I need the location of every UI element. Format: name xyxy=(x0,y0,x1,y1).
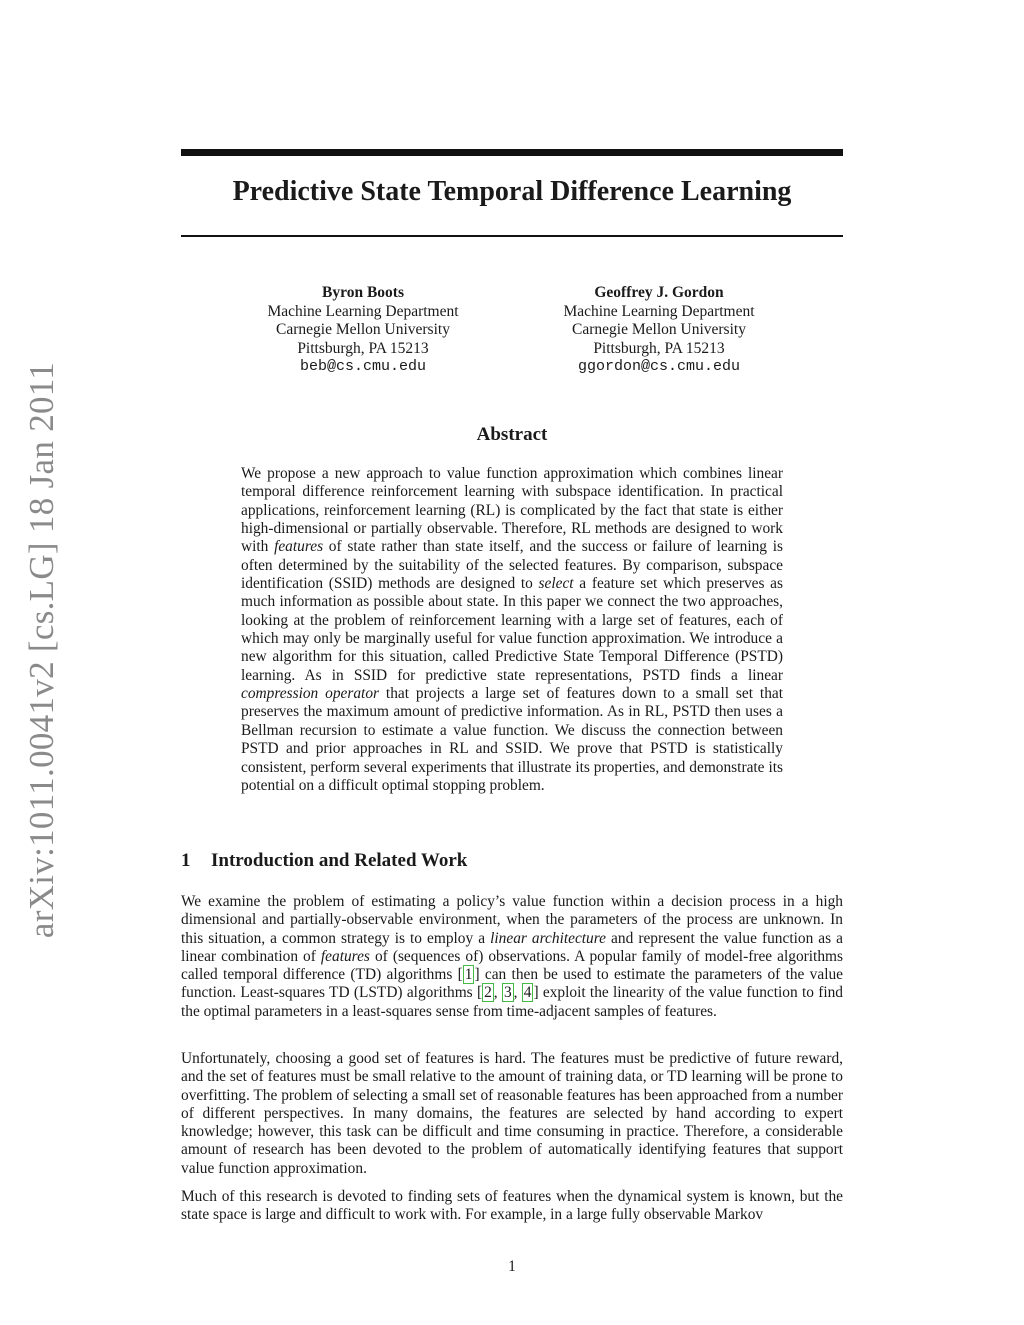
author-university: Carnegie Mellon University xyxy=(572,321,746,338)
abstract-heading: Abstract xyxy=(476,424,548,445)
emphasis-features: features xyxy=(274,538,324,556)
citation-link-1[interactable]: 1 xyxy=(464,966,473,983)
paper-title: Predictive State Temporal Difference Learning xyxy=(232,176,792,207)
author-university: Carnegie Mellon University xyxy=(276,321,450,338)
author-block-1 xyxy=(233,284,493,377)
emphasis-features: features xyxy=(320,947,370,965)
author-email[interactable]: ggordon@cs.cmu.edu xyxy=(577,358,741,375)
intro-paragraph-1: We examine the problem of estimating a policy’s value function within a decision process in a high dimensional and partially-observable environment, when the parameters of the process are unknown. In this situation, a common strategy is to employ a linear architecture and represent the value function as a linear combination of features of (sequences of) observations. A popular family of model-free algorithms called temporal difference (TD) algorithms [ 1 ] can then be used to estimate the parameters of the value function. Least-squares TD (LSTD) algorithms [ 2 , 3 , 4 ] exploit the linearity of the value function to find the optimal parameters in a least-squares sense from time-adjacent samples of features. xyxy=(181,893,844,1020)
section-number: 1 xyxy=(181,850,191,871)
section-heading-introduction xyxy=(181,850,467,872)
emphasis-linear-architecture: linear architecture xyxy=(490,929,607,947)
intro-paragraph-3: Much of this research is devoted to finding sets of features when the dynamical system is known, but the state space is large and difficult to work with. For example, in a large fully observable Markov xyxy=(181,1188,843,1224)
abstract-body: We propose a new approach to value function approximation which combines linear temporal difference reinforcement learning with subspace identification. In practical applications, reinforcement learning (RL) is complicated by the fact that state is either high-dimensional or partially observable. Therefore, RL methods are designed to work with features of state rather than state itself, and the success or failure of learning is often determined by the suitability of the selected features. By comparison, subspace identification (SSID) methods are designed to select a feature set which preserves as much information as possible about state. In this paper we connect the two approaches, looking at the problem of reinforcement learning with a large set of features, each of which may only be marginally useful for value function approximation. We introduce a new algorithm for this situation, called Predictive State Temporal Difference (PSTD) learning. As in SSID for predictive state representations, PSTD finds a linear compression operator that projects a large set of features down to a small set that preserves the maximum amount of predictive information. As in RL, PSTD then uses a Bellman recursion to estimate a value function. We discuss the connection between PSTD and prior approaches in RL and SSID. We prove that PSTD is statistically consistent, perform several experiments that illustrate its properties, and demonstrate its potential on a difficult optimal stopping problem. xyxy=(241,465,784,794)
author-block-2 xyxy=(529,284,789,377)
author-name: Byron Boots xyxy=(322,284,404,301)
page-number: 1 xyxy=(508,1258,516,1275)
title-bottom-rule xyxy=(181,235,843,237)
author-email[interactable]: beb@cs.cmu.edu xyxy=(299,358,427,375)
emphasis-select: select xyxy=(538,575,574,593)
title-top-rule xyxy=(181,149,843,156)
section-title: Introduction and Related Work xyxy=(211,850,468,871)
citation-link-2[interactable]: 2 xyxy=(484,984,492,1002)
author-name: Geoffrey J. Gordon xyxy=(594,284,724,301)
intro-paragraph-2: Unfortunately, choosing a good set of features is hard. The features must be predictive of future reward, and the set of features must be small relative to the amount of training data, or TD learning will be prone to overfitting. The problem of selecting a small set of reasonable features has been approached from a number of different perspectives. In many domains, the features are selected by hand according to expert knowledge; however, this task can be difficult and time consuming in practice. Therefore, a considerable amount of research has been devoted to the problem of automatically identifying features that support value function approximation. xyxy=(181,1050,843,1177)
author-city: Pittsburgh, PA 15213 xyxy=(593,339,725,357)
author-city: Pittsburgh, PA 15213 xyxy=(297,339,429,357)
emphasis-compression-operator: compression operator xyxy=(241,685,380,703)
citation-link-4[interactable]: 4 xyxy=(523,984,532,1002)
citation-link-3[interactable]: 3 xyxy=(503,984,512,1002)
arxiv-identifier-stamp: arXiv:1011.0041v2 [cs.LG] 18 Jan 2011 xyxy=(22,361,61,939)
author-department: Machine Learning Department xyxy=(563,302,755,320)
author-department: Machine Learning Department xyxy=(267,302,459,320)
